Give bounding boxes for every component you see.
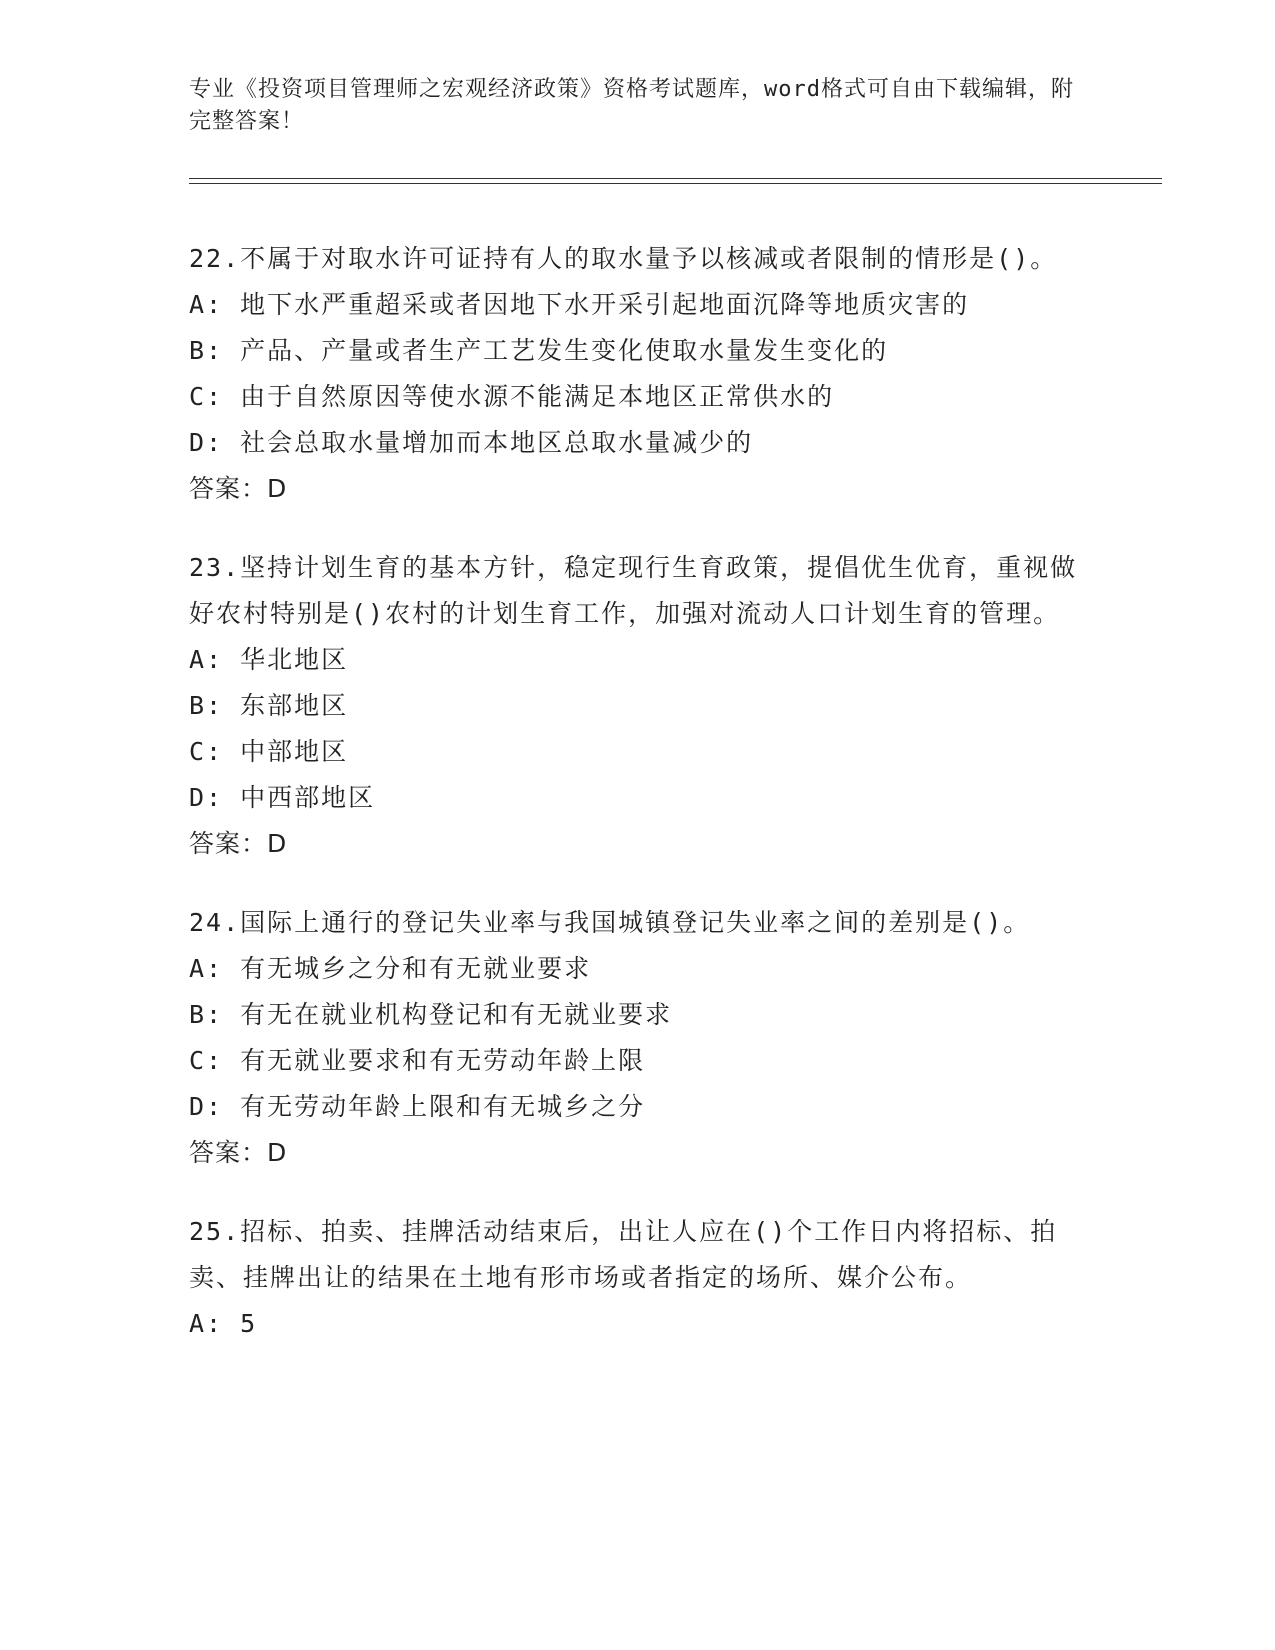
- option-c: C: 有无就业要求和有无劳动年龄上限: [189, 1046, 646, 1075]
- option-b: B: 产品、产量或者生产工艺发生变化使取水量发生变化的: [189, 336, 889, 365]
- header-divider-bottom: [189, 183, 1162, 184]
- question-stem: 25.招标、拍卖、挂牌活动结束后，出让人应在()个工作日内将招标、拍卖、挂牌出让的结果在土地有形市场或者指定的场所、媒介公布。: [189, 1217, 1058, 1292]
- option-d: D: 社会总取水量增加而本地区总取水量减少的: [189, 428, 754, 457]
- option-c: C: 中部地区: [189, 737, 349, 766]
- answer: 答案：D: [189, 1138, 288, 1167]
- option-b: B: 有无在就业机构登记和有无就业要求: [189, 1000, 673, 1029]
- option-a: A: 有无城乡之分和有无就业要求: [189, 954, 592, 983]
- question-stem: 22.不属于对取水许可证持有人的取水量予以核减或者限制的情形是()。: [189, 244, 1058, 273]
- question-24: [189, 900, 1089, 1176]
- option-d: D: 中西部地区: [189, 783, 376, 812]
- document-header: 专业《投资项目管理师之宏观经济政策》资格考试题库，word格式可自由下载编辑，附完整答案！: [189, 77, 1074, 134]
- question-list: [189, 236, 1089, 1380]
- option-d: D: 有无劳动年龄上限和有无城乡之分: [189, 1092, 646, 1121]
- option-c: C: 由于自然原因等使水源不能满足本地区正常供水的: [189, 382, 835, 411]
- answer: 答案：D: [189, 474, 288, 503]
- question-25: [189, 1209, 1089, 1347]
- header-divider-top: [189, 178, 1162, 179]
- question-23: [189, 545, 1089, 867]
- option-b: B: 东部地区: [189, 691, 349, 720]
- question-stem: 23.坚持计划生育的基本方针，稳定现行生育政策，提倡优生优育，重视做好农村特别是()农村的计划生育工作，加强对流动人口计划生育的管理。: [189, 553, 1078, 628]
- question-stem: 24.国际上通行的登记失业率与我国城镇登记失业率之间的差别是()。: [189, 908, 1031, 937]
- answer: 答案：D: [189, 829, 288, 858]
- question-22: [189, 236, 1089, 512]
- option-a: A: 5: [189, 1309, 258, 1338]
- option-a: A: 华北地区: [189, 645, 349, 674]
- option-a: A: 地下水严重超采或者因地下水开采引起地面沉降等地质灾害的: [189, 290, 970, 319]
